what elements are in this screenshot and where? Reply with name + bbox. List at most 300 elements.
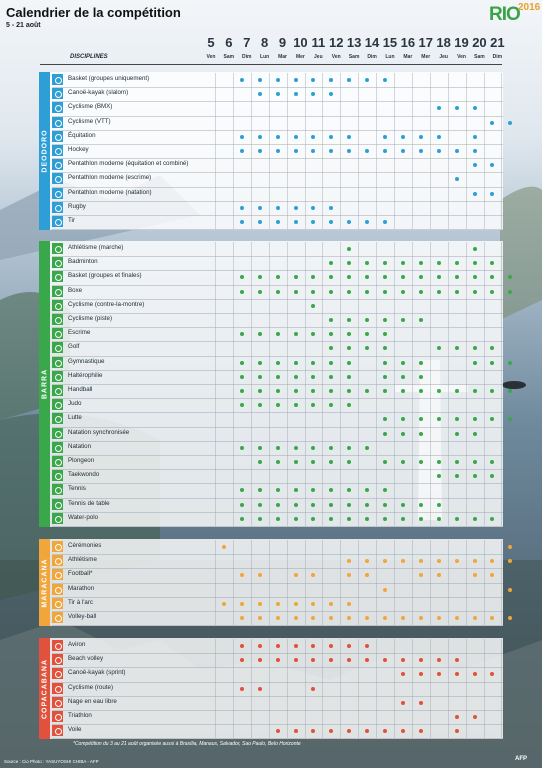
event-dot xyxy=(258,389,262,393)
event-dot xyxy=(258,220,262,224)
day-gridline xyxy=(287,384,288,398)
day-gridline xyxy=(448,498,449,512)
day-gridline xyxy=(466,285,467,299)
event-dot xyxy=(258,573,262,577)
day-gridline xyxy=(340,611,341,625)
event-dot xyxy=(240,658,244,662)
day-gridline xyxy=(394,144,395,158)
day-gridline xyxy=(358,73,359,87)
event-dot xyxy=(490,290,494,294)
event-dot xyxy=(276,403,280,407)
afp-credit: AFP xyxy=(515,756,527,762)
discipline-label: Équitation xyxy=(68,131,96,139)
day-gridline xyxy=(215,710,216,724)
day-gridline xyxy=(322,611,323,625)
day-gridline xyxy=(287,483,288,497)
day-number: 15 xyxy=(382,35,398,50)
day-gridline xyxy=(448,270,449,284)
event-dot xyxy=(294,290,298,294)
day-number: 13 xyxy=(346,35,362,50)
day-gridline xyxy=(484,215,485,229)
day-gridline xyxy=(233,398,234,412)
event-dot xyxy=(365,559,369,563)
event-dot xyxy=(455,517,459,521)
day-gridline xyxy=(305,696,306,710)
event-dot xyxy=(347,517,351,521)
discipline-label: Taekwondo xyxy=(68,471,100,479)
day-gridline xyxy=(340,412,341,426)
day-gridline xyxy=(412,682,413,696)
day-gridline xyxy=(340,554,341,568)
day-gridline xyxy=(412,639,413,653)
day-gridline xyxy=(305,455,306,469)
event-dot xyxy=(311,687,315,691)
day-gridline xyxy=(484,87,485,101)
day-gridline xyxy=(269,370,270,384)
day-gridline xyxy=(269,313,270,327)
day-gridline xyxy=(466,583,467,597)
day-gridline xyxy=(305,327,306,341)
schedule-row xyxy=(52,540,503,555)
event-dot xyxy=(276,92,280,96)
fencing-icon xyxy=(52,173,63,184)
schedule-row xyxy=(52,441,503,456)
day-gridline xyxy=(322,483,323,497)
day-gridline xyxy=(466,341,467,355)
day-gridline xyxy=(466,710,467,724)
event-dot xyxy=(365,220,369,224)
day-gridline xyxy=(466,427,467,441)
day-gridline xyxy=(501,101,502,115)
day-gridline xyxy=(233,158,234,172)
day-gridline xyxy=(484,101,485,115)
day-gridline xyxy=(430,215,431,229)
schedule-row xyxy=(52,682,503,697)
day-gridline xyxy=(412,187,413,201)
event-dot xyxy=(383,149,387,153)
day-gridline xyxy=(448,597,449,611)
event-dot xyxy=(383,616,387,620)
day-gridline xyxy=(269,201,270,215)
event-dot xyxy=(240,616,244,620)
day-gridline xyxy=(501,341,502,355)
day-gridline xyxy=(340,130,341,144)
day-gridline xyxy=(287,144,288,158)
hockey-icon xyxy=(52,145,63,156)
day-gridline xyxy=(484,512,485,526)
day-gridline xyxy=(376,116,377,130)
event-dot xyxy=(258,602,262,606)
event-dot xyxy=(383,658,387,662)
day-of-week: Lun xyxy=(260,54,270,60)
day-gridline xyxy=(484,653,485,667)
day-gridline xyxy=(501,87,502,101)
event-dot xyxy=(473,573,477,577)
event-dot xyxy=(276,375,280,379)
day-gridline xyxy=(251,696,252,710)
schedule-row xyxy=(52,498,503,513)
discipline-label: Judo xyxy=(68,400,82,408)
day-gridline xyxy=(376,667,377,681)
day-gridline xyxy=(358,144,359,158)
day-gridline xyxy=(215,427,216,441)
event-dot xyxy=(401,389,405,393)
day-gridline xyxy=(358,356,359,370)
event-dot xyxy=(365,616,369,620)
event-dot xyxy=(276,78,280,82)
day-gridline xyxy=(287,285,288,299)
day-gridline xyxy=(305,116,306,130)
event-dot xyxy=(276,503,280,507)
volleyball-icon xyxy=(52,612,63,623)
discipline-label: Voile xyxy=(68,726,82,734)
event-dot xyxy=(311,78,315,82)
day-gridline xyxy=(484,370,485,384)
event-dot xyxy=(437,417,441,421)
event-dot xyxy=(419,375,423,379)
day-gridline xyxy=(394,116,395,130)
day-gridline xyxy=(358,455,359,469)
event-dot xyxy=(508,275,512,279)
day-of-week: Dim xyxy=(242,54,252,60)
day-gridline xyxy=(376,441,377,455)
horse-icon xyxy=(52,131,63,142)
day-gridline xyxy=(484,427,485,441)
schedule-row xyxy=(52,158,503,173)
event-dot xyxy=(240,389,244,393)
day-gridline xyxy=(287,201,288,215)
day-gridline xyxy=(233,285,234,299)
day-gridline xyxy=(305,724,306,738)
day-gridline xyxy=(322,455,323,469)
day-gridline xyxy=(287,568,288,582)
day-gridline xyxy=(305,130,306,144)
schedule-row xyxy=(52,724,503,739)
event-dot xyxy=(329,460,333,464)
event-dot xyxy=(329,290,333,294)
event-dot xyxy=(473,672,477,676)
day-gridline xyxy=(466,87,467,101)
day-gridline xyxy=(412,710,413,724)
day-gridline xyxy=(376,327,377,341)
day-gridline xyxy=(466,455,467,469)
day-gridline xyxy=(215,101,216,115)
day-gridline xyxy=(269,356,270,370)
day-gridline xyxy=(501,116,502,130)
day-gridline xyxy=(322,87,323,101)
event-dot xyxy=(258,403,262,407)
event-dot xyxy=(383,559,387,563)
day-gridline xyxy=(376,242,377,256)
day-gridline xyxy=(448,116,449,130)
day-of-week: Sam xyxy=(474,54,485,60)
event-dot xyxy=(294,78,298,82)
schedule-row xyxy=(52,384,503,399)
event-dot xyxy=(258,644,262,648)
event-dot xyxy=(329,78,333,82)
day-gridline xyxy=(430,341,431,355)
day-gridline xyxy=(340,256,341,270)
event-dot xyxy=(508,559,512,563)
event-dot xyxy=(329,616,333,620)
event-dot xyxy=(240,149,244,153)
day-gridline xyxy=(501,412,502,426)
event-dot xyxy=(508,389,512,393)
day-gridline xyxy=(448,101,449,115)
day-gridline xyxy=(501,441,502,455)
day-gridline xyxy=(394,498,395,512)
event-dot xyxy=(401,460,405,464)
discipline-label: Lutte xyxy=(68,414,82,422)
day-gridline xyxy=(305,412,306,426)
day-gridline xyxy=(215,242,216,256)
day-gridline xyxy=(430,256,431,270)
discipline-label: Volley-ball xyxy=(68,613,97,620)
logo-text: RIO xyxy=(489,4,520,25)
day-gridline xyxy=(358,724,359,738)
day-gridline xyxy=(394,187,395,201)
day-number: 18 xyxy=(436,35,451,50)
day-gridline xyxy=(501,724,502,738)
event-dot xyxy=(365,517,369,521)
day-gridline xyxy=(430,356,431,370)
event-dot xyxy=(294,488,298,492)
day-gridline xyxy=(287,370,288,384)
time-trial-icon xyxy=(52,300,63,311)
event-dot xyxy=(329,375,333,379)
event-dot xyxy=(294,135,298,139)
wrestling-icon xyxy=(52,413,63,424)
event-dot xyxy=(240,375,244,379)
day-gridline xyxy=(501,158,502,172)
event-dot xyxy=(419,559,423,563)
day-gridline xyxy=(251,498,252,512)
day-of-week: Sam xyxy=(223,54,235,60)
day-gridline xyxy=(412,270,413,284)
event-dot xyxy=(311,488,315,492)
day-gridline xyxy=(233,256,234,270)
day-gridline xyxy=(287,512,288,526)
day-gridline xyxy=(251,512,252,526)
day-gridline xyxy=(305,597,306,611)
discipline-label: Haltérophilie xyxy=(68,371,103,379)
day-gridline xyxy=(376,130,377,144)
day-gridline xyxy=(484,412,485,426)
event-dot xyxy=(276,446,280,450)
day-number: 17 xyxy=(418,35,433,50)
day-gridline xyxy=(340,667,341,681)
day-gridline xyxy=(233,512,234,526)
event-dot xyxy=(347,220,351,224)
discipline-label: Pentathlon moderne (équitation et combiné) xyxy=(68,160,189,168)
day-gridline xyxy=(394,356,395,370)
event-dot xyxy=(437,290,441,294)
day-gridline xyxy=(215,270,216,284)
day-gridline xyxy=(322,73,323,87)
day-gridline xyxy=(322,441,323,455)
day-gridline xyxy=(358,201,359,215)
day-gridline xyxy=(215,256,216,270)
event-dot xyxy=(401,149,405,153)
day-gridline xyxy=(251,568,252,582)
schedule-row xyxy=(52,667,503,682)
schedule-row xyxy=(52,130,503,145)
day-gridline xyxy=(340,398,341,412)
day-of-week: Mar xyxy=(278,54,287,60)
event-dot xyxy=(473,460,477,464)
day-gridline xyxy=(251,653,252,667)
day-gridline xyxy=(466,512,467,526)
event-dot xyxy=(365,149,369,153)
discipline-label: Tennis xyxy=(68,485,86,493)
day-number: 8 xyxy=(261,35,269,50)
event-dot xyxy=(311,644,315,648)
discipline-label: Beach volley xyxy=(68,655,104,663)
discipline-label: Plongeon xyxy=(68,457,95,464)
schedule-row xyxy=(52,256,503,271)
event-dot xyxy=(419,701,423,705)
day-gridline xyxy=(430,73,431,87)
day-gridline xyxy=(215,568,216,582)
day-gridline xyxy=(287,639,288,653)
day-gridline xyxy=(358,597,359,611)
rio-2016-logo xyxy=(486,2,541,29)
event-dot xyxy=(311,275,315,279)
disciplines-header: DISCIPLINES xyxy=(70,54,108,60)
day-gridline xyxy=(484,73,485,87)
event-dot xyxy=(311,658,315,662)
day-gridline xyxy=(484,682,485,696)
day-gridline xyxy=(358,187,359,201)
day-gridline xyxy=(412,498,413,512)
day-gridline xyxy=(322,597,323,611)
day-gridline xyxy=(340,710,341,724)
event-dot xyxy=(419,149,423,153)
event-dot xyxy=(473,149,477,153)
day-gridline xyxy=(251,130,252,144)
day-gridline xyxy=(376,158,377,172)
schedule-row xyxy=(52,144,503,159)
day-gridline xyxy=(215,696,216,710)
event-dot xyxy=(401,701,405,705)
event-dot xyxy=(365,261,369,265)
day-gridline xyxy=(376,341,377,355)
day-gridline xyxy=(251,285,252,299)
event-dot xyxy=(419,729,423,733)
event-dot xyxy=(437,573,441,577)
event-dot xyxy=(258,92,262,96)
event-dot xyxy=(419,432,423,436)
event-dot xyxy=(329,261,333,265)
day-gridline xyxy=(448,172,449,186)
day-gridline xyxy=(394,299,395,313)
day-gridline xyxy=(305,172,306,186)
event-dot xyxy=(490,417,494,421)
event-dot xyxy=(437,149,441,153)
day-gridline xyxy=(412,384,413,398)
day-gridline xyxy=(376,285,377,299)
day-gridline xyxy=(251,398,252,412)
day-gridline xyxy=(501,696,502,710)
day-gridline xyxy=(287,327,288,341)
day-gridline xyxy=(376,73,377,87)
day-gridline xyxy=(376,313,377,327)
day-gridline xyxy=(233,172,234,186)
day-gridline xyxy=(358,710,359,724)
day-gridline xyxy=(412,568,413,582)
day-gridline xyxy=(430,87,431,101)
event-dot xyxy=(473,163,477,167)
day-gridline xyxy=(412,256,413,270)
event-dot xyxy=(240,135,244,139)
event-dot xyxy=(383,361,387,365)
day-gridline xyxy=(287,215,288,229)
event-dot xyxy=(258,135,262,139)
day-gridline xyxy=(376,427,377,441)
day-gridline xyxy=(394,512,395,526)
day-gridline xyxy=(251,299,252,313)
day-of-week: Ven xyxy=(206,54,216,60)
day-gridline xyxy=(269,215,270,229)
event-dot xyxy=(365,503,369,507)
event-dot xyxy=(437,672,441,676)
day-gridline xyxy=(233,483,234,497)
day-gridline xyxy=(394,724,395,738)
handball-icon xyxy=(52,385,63,396)
event-dot xyxy=(276,220,280,224)
event-dot xyxy=(437,559,441,563)
day-gridline xyxy=(251,412,252,426)
day-gridline xyxy=(269,398,270,412)
day-gridline xyxy=(251,116,252,130)
event-dot xyxy=(294,275,298,279)
day-gridline xyxy=(376,187,377,201)
day-gridline xyxy=(340,187,341,201)
day-gridline xyxy=(448,356,449,370)
discipline-label: Tir à l'arc xyxy=(68,598,94,606)
day-gridline xyxy=(358,696,359,710)
event-dot xyxy=(401,503,405,507)
event-dot xyxy=(437,517,441,521)
day-gridline xyxy=(305,256,306,270)
day-gridline xyxy=(466,101,467,115)
day-gridline xyxy=(358,583,359,597)
event-dot xyxy=(383,375,387,379)
event-dot xyxy=(383,588,387,592)
day-gridline xyxy=(251,73,252,87)
event-dot xyxy=(437,261,441,265)
diving-icon xyxy=(52,456,63,467)
header-divider xyxy=(40,64,502,65)
day-gridline xyxy=(412,341,413,355)
day-gridline xyxy=(358,116,359,130)
shooting-icon xyxy=(52,216,63,227)
day-gridline xyxy=(484,498,485,512)
badminton-icon xyxy=(52,257,63,268)
day-gridline xyxy=(501,327,502,341)
day-gridline xyxy=(233,498,234,512)
event-dot xyxy=(490,361,494,365)
discipline-label: Escrime xyxy=(68,329,91,337)
event-dot xyxy=(276,389,280,393)
day-gridline xyxy=(484,270,485,284)
day-gridline xyxy=(466,299,467,313)
day-of-week: Mer xyxy=(295,54,305,60)
day-gridline xyxy=(466,158,467,172)
day-gridline xyxy=(269,158,270,172)
event-dot xyxy=(508,588,512,592)
day-gridline xyxy=(376,201,377,215)
